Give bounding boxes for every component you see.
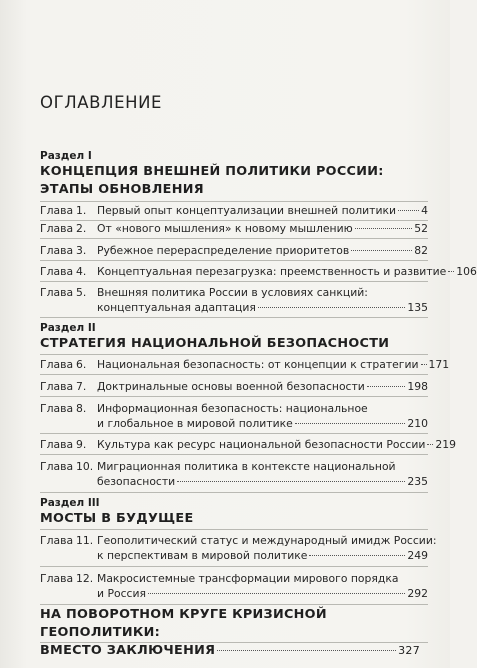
chapter-num: 4. — [76, 265, 87, 278]
divider-line — [40, 374, 428, 375]
chapter-title: Культура как ресурс национальной безопасности России — [97, 438, 426, 451]
section-title-line: СТРАТЕГИЯ НАЦИОНАЛЬНОЙ БЕЗОПАСНОСТИ — [40, 336, 390, 351]
chapter-num: 11. — [76, 534, 94, 547]
chapter-number — [40, 401, 98, 416]
dot-leader — [367, 386, 406, 387]
page-number: 106 — [456, 265, 477, 278]
page-number: 198 — [407, 380, 428, 393]
chapter-num: 2. — [76, 222, 87, 235]
chapter-title: Рубежное перераспределение приоритетов — [97, 244, 350, 257]
chapter-title: и глобальное в мировой политике — [97, 417, 293, 430]
page-number: 219 — [435, 438, 456, 451]
dot-leader — [177, 481, 405, 482]
conclusion-title-line: ВМЕСТО ЗАКЛЮЧЕНИЯ — [40, 643, 216, 658]
dot-leader — [351, 250, 412, 251]
chapter-title: Доктринальные основы военной безопасности — [97, 380, 365, 393]
dot-leader — [448, 271, 454, 272]
chapter-word: Глава — [40, 204, 74, 217]
section-title — [40, 163, 420, 199]
chapter-number — [40, 221, 98, 236]
chapter-num: 7. — [76, 380, 87, 393]
section-title — [40, 335, 420, 353]
chapter-number — [40, 379, 98, 394]
chapter-title: Геополитический статус и международный имидж России: — [97, 534, 437, 547]
chapter-word: Глава — [40, 534, 74, 547]
dot-leader — [309, 555, 405, 556]
chapter-title: Концептуальная перезагрузка: преемственность и развитие — [97, 265, 447, 278]
page-number: 210 — [407, 417, 428, 430]
section-label: Раздел III — [40, 497, 100, 509]
chapter-number — [40, 243, 98, 258]
chapter-title: Макросистемные трансформации мирового порядка — [97, 572, 399, 585]
chapter-title: Внешняя политика России в условиях санкций: — [97, 286, 368, 299]
chapter-num: 9. — [76, 438, 87, 451]
dot-leader — [398, 210, 419, 211]
divider-line — [40, 529, 428, 530]
divider-line — [40, 396, 428, 397]
divider-line — [40, 201, 428, 202]
chapter-number — [40, 437, 98, 452]
divider-line — [40, 238, 428, 239]
dot-leader — [295, 423, 406, 424]
divider-line — [40, 317, 428, 318]
divider-line — [40, 260, 428, 261]
divider-line — [40, 454, 428, 455]
page-number: 292 — [407, 587, 428, 600]
dot-leader — [355, 228, 413, 229]
chapter-title: к перспективам в мировой политике — [97, 549, 308, 562]
chapter-num: 8. — [76, 402, 87, 415]
chapter-word: Глава — [40, 286, 74, 299]
page-number: 135 — [407, 301, 428, 314]
chapter-title: Миграционная политика в контексте национальной — [97, 460, 396, 473]
chapter-num: 10. — [76, 460, 94, 473]
chapter-number — [40, 533, 98, 548]
chapter-title: Национальная безопасность: от концепции к стратегии — [97, 358, 419, 371]
chapter-word: Глава — [40, 265, 74, 278]
chapter-word: Глава — [40, 438, 74, 451]
page-number: 4 — [421, 204, 428, 217]
chapter-num: 5. — [76, 286, 87, 299]
chapter-title: и Россия — [97, 587, 146, 600]
section-title — [40, 510, 420, 528]
dot-leader — [217, 650, 396, 651]
chapter-word: Глава — [40, 358, 74, 371]
page-number: 82 — [414, 244, 428, 257]
divider-line — [40, 604, 428, 605]
chapter-number — [40, 264, 98, 279]
chapter-num: 1. — [76, 204, 87, 217]
page-number: 171 — [428, 358, 450, 371]
chapter-word: Глава — [40, 572, 74, 585]
dot-leader — [427, 444, 433, 445]
chapter-num: 3. — [76, 244, 87, 257]
chapter-word: Глава — [40, 222, 74, 235]
dot-leader — [421, 364, 427, 365]
chapter-num: 6. — [76, 358, 87, 371]
chapter-word: Глава — [40, 244, 74, 257]
conclusion-entry[interactable] — [40, 606, 420, 660]
page-number: 327 — [398, 644, 420, 657]
dot-leader — [258, 307, 405, 308]
section-title-line: ЭТАПЫ ОБНОВЛЕНИЯ — [40, 182, 204, 197]
chapter-title: Информационная безопасность: национальное — [97, 402, 368, 415]
chapter-title: концептуальная адаптация — [97, 301, 256, 314]
divider-line — [40, 354, 428, 355]
chapter-number — [40, 203, 98, 218]
dot-leader — [148, 593, 405, 594]
page-number: 52 — [414, 222, 428, 235]
divider-line — [40, 433, 428, 434]
divider-line — [40, 492, 428, 493]
chapter-title: От «нового мышления» к новому мышлению — [97, 222, 353, 235]
section-label: Раздел I — [40, 150, 92, 162]
chapter-number — [40, 357, 98, 372]
toc-title: ОГЛАВЛЕНИЕ — [40, 93, 163, 112]
conclusion-title-line: НА ПОВОРОТНОМ КРУГЕ КРИЗИСНОЙ ГЕОПОЛИТИКИ: — [40, 607, 327, 640]
chapter-word: Глава — [40, 402, 74, 415]
chapter-num: 12. — [76, 572, 94, 585]
section-label: Раздел II — [40, 322, 96, 334]
divider-line — [40, 642, 428, 643]
divider-line — [40, 566, 428, 567]
chapter-number — [40, 459, 98, 474]
section-title-line: КОНЦЕПЦИЯ ВНЕШНЕЙ ПОЛИТИКИ РОССИИ: — [40, 164, 384, 179]
chapter-number — [40, 285, 98, 300]
section-title-line: МОСТЫ В БУДУЩЕЕ — [40, 511, 194, 526]
divider-line — [40, 281, 428, 282]
chapter-title: Первый опыт концептуализации внешней политики — [97, 204, 397, 217]
chapter-number — [40, 571, 98, 586]
chapter-word: Глава — [40, 380, 74, 393]
page-number: 235 — [407, 475, 428, 488]
chapter-word: Глава — [40, 460, 74, 473]
chapter-title: безопасности — [97, 475, 176, 488]
page-number: 249 — [407, 549, 428, 562]
